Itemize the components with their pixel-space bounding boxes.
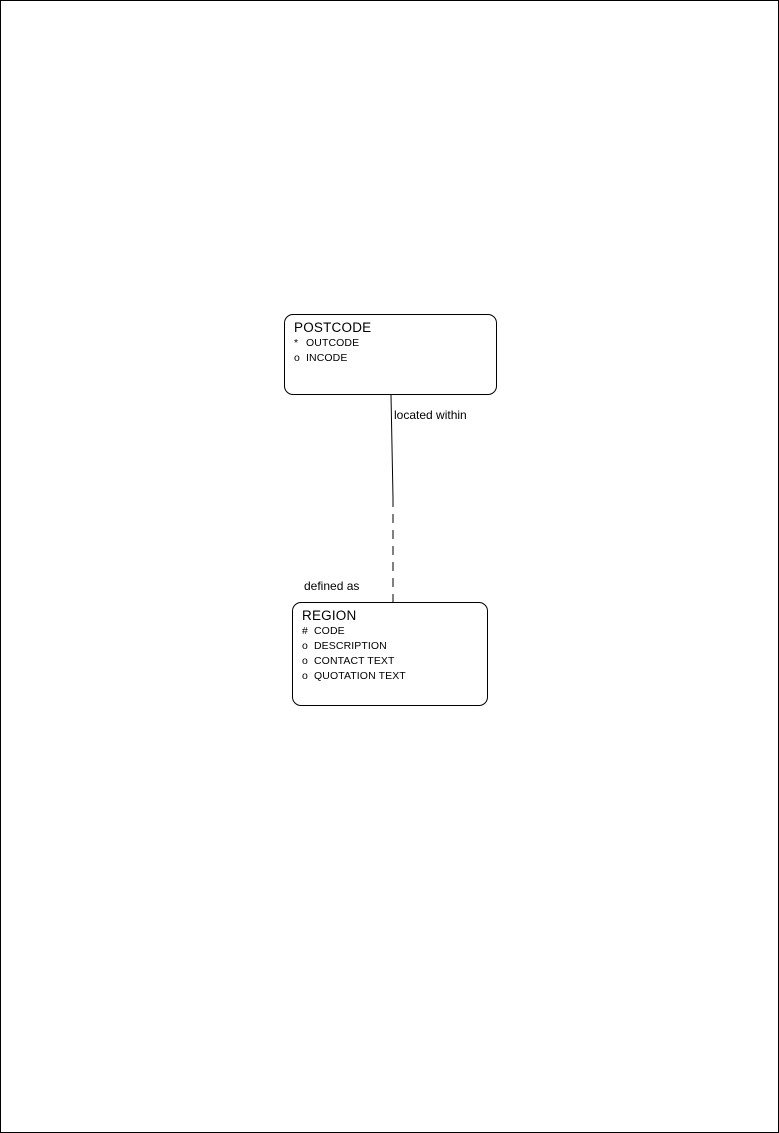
- entity-postcode-attributes: [285, 336, 496, 370]
- attribute-row: [302, 639, 487, 654]
- attribute-row: [302, 669, 487, 684]
- entity-region-attributes: [293, 624, 487, 688]
- entity-region[interactable]: [292, 602, 488, 706]
- attribute-marker: *: [294, 337, 299, 349]
- attribute-label: QUOTATION TEXT: [314, 670, 406, 682]
- relationship-label-located-within: located within: [394, 408, 467, 422]
- relationship-line-solid: [391, 395, 393, 498]
- attribute-row: [294, 336, 496, 351]
- attribute-label: INCODE: [306, 352, 348, 364]
- attribute-label: CONTACT TEXT: [314, 655, 395, 667]
- attribute-marker: #: [302, 625, 308, 637]
- entity-postcode[interactable]: [284, 314, 497, 395]
- attribute-row: [302, 624, 487, 639]
- entity-postcode-name: POSTCODE: [294, 320, 372, 335]
- entity-region-name: REGION: [302, 608, 357, 623]
- attribute-row: [294, 351, 496, 366]
- attribute-marker: o: [302, 670, 308, 682]
- attribute-marker: o: [302, 640, 308, 652]
- relationship-lines: [1, 1, 779, 1133]
- diagram-canvas: [1, 1, 779, 1133]
- attribute-label: OUTCODE: [306, 337, 360, 349]
- relationship-label-defined-as: defined as: [304, 579, 360, 593]
- attribute-label: DESCRIPTION: [314, 640, 387, 652]
- attribute-marker: o: [302, 655, 308, 667]
- attribute-label: CODE: [314, 625, 345, 637]
- attribute-row: [302, 654, 487, 669]
- attribute-marker: o: [294, 352, 300, 364]
